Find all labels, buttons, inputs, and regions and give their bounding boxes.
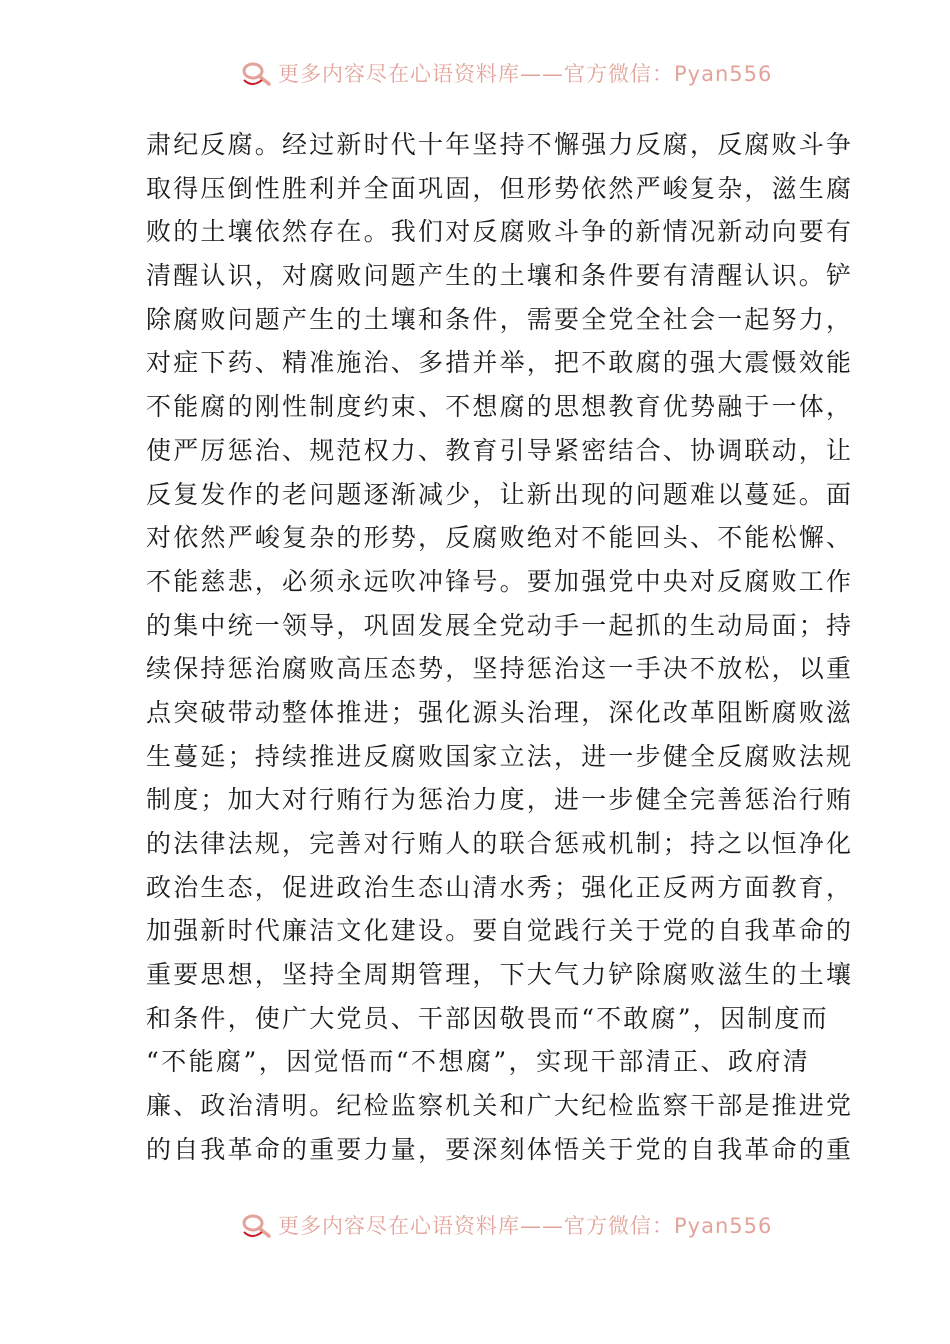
text-line: 对依然严峻复杂的形势，反腐败绝对不能回头、不能松懈、 (146, 523, 854, 553)
footer-watermark (0, 1204, 950, 1244)
text-line: 反复发作的老问题逐渐减少，让新出现的问题难以蔓延。面 (146, 479, 854, 509)
watermark-banner (240, 58, 772, 88)
document-body (146, 123, 854, 1172)
text-line: 肃纪反腐。经过新时代十年坚持不懈强力反腐，反腐败斗争 (146, 130, 854, 159)
magnifier-logo-icon (240, 1212, 274, 1238)
text-line: 的法律法规，完善对行贿人的联合惩戒机制；持之以恒净化 (146, 829, 854, 858)
text-line: 加强新时代廉洁文化建设。要自觉践行关于党的自我革命的 (146, 916, 854, 946)
text-line: 不能慈悲，必须永远吹冲锋号。要加强党中央对反腐败工作 (146, 566, 854, 596)
watermark-text: 更多内容尽在心语资料库——官方微信：Pyan556 (278, 1214, 773, 1238)
watermark-banner (240, 1210, 772, 1240)
text-line: 廉、政治清明。纪检监察机关和广大纪检监察干部是推进党 (146, 1091, 854, 1121)
text-line: 对症下药、精准施治、多措并举，把不敢腐的强大震慑效能 (146, 348, 854, 378)
text-line: 点突破带动整体推进；强化源头治理，深化改革阻断腐败滋 (146, 697, 854, 727)
magnifier-logo-icon (240, 60, 274, 86)
header-watermark (0, 52, 950, 92)
text-line: 续保持惩治腐败高压态势，坚持惩治这一手决不放松，以重 (146, 654, 854, 684)
text-line: 的集中统一领导，巩固发展全党动手一起抓的生动局面；持 (146, 610, 854, 640)
text-line: 不能腐的刚性制度约束、不想腐的思想教育优势融于一体， (146, 392, 854, 422)
watermark-text: 更多内容尽在心语资料库——官方微信：Pyan556 (278, 62, 773, 86)
text-line: 制度；加大对行贿行为惩治力度，进一步健全完善惩治行贿 (146, 785, 854, 815)
text-line: 和条件，使广大党员、干部因敬畏而“不敢腐”，因制度而 (146, 1003, 829, 1033)
text-line: 清醒认识，对腐败问题产生的土壤和条件要有清醒认识。铲 (146, 261, 854, 291)
text-line: 取得压倒性胜利并全面巩固，但形势依然严峻复杂，滋生腐 (146, 173, 854, 203)
text-line: 重要思想，坚持全周期管理，下大气力铲除腐败滋生的土壤 (146, 960, 854, 990)
text-line: “不能腐”，因觉悟而“不想腐”，实现干部清正、政府清 (146, 1047, 810, 1077)
text-line: 的自我革命的重要力量，要深刻体悟关于党的自我革命的重 (146, 1134, 854, 1164)
text-line: 败的土壤依然存在。我们对反腐败斗争的新情况新动向要有 (146, 217, 854, 247)
text-line: 除腐败问题产生的土壤和条件，需要全党全社会一起努力， (146, 304, 854, 334)
text-line: 生蔓延；持续推进反腐败国家立法，进一步健全反腐败法规 (146, 741, 854, 771)
text-line: 使严厉惩治、规范权力、教育引导紧密结合、协调联动，让 (146, 435, 854, 465)
text-line: 政治生态，促进政治生态山清水秀；强化正反两方面教育， (146, 872, 854, 902)
